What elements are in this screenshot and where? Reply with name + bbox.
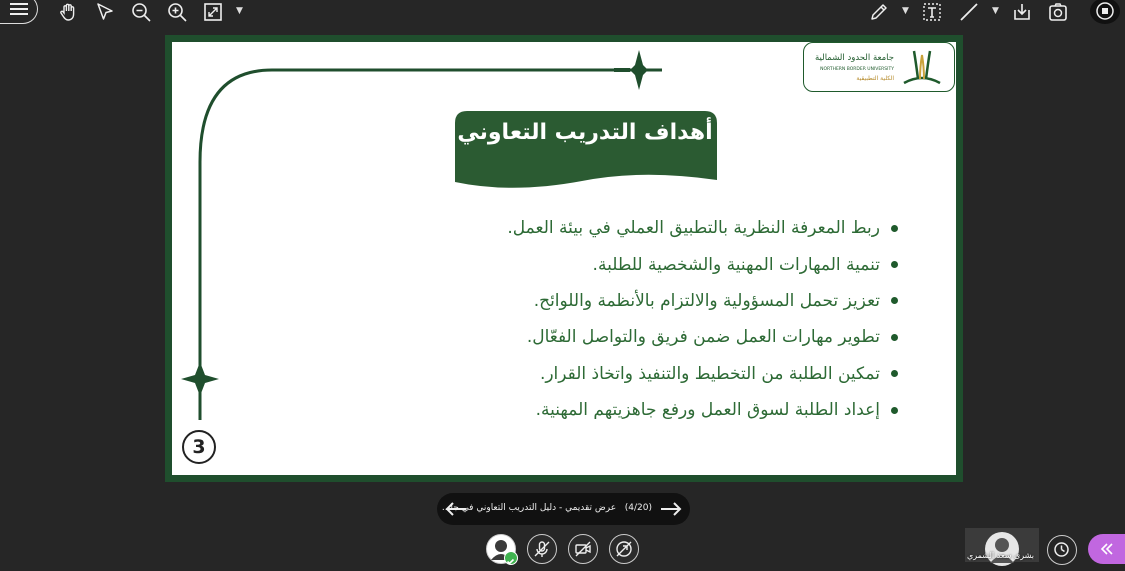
university-emblem-icon xyxy=(900,49,944,85)
bullet-dot-icon xyxy=(891,334,898,341)
zoom-in-button[interactable] xyxy=(166,0,188,24)
fit-icon xyxy=(203,2,223,22)
text-tool-button[interactable] xyxy=(921,0,943,24)
download-icon xyxy=(1012,2,1032,22)
camera-off-icon xyxy=(574,540,592,558)
microphone-muted-icon xyxy=(533,540,551,558)
screen-share-off-icon xyxy=(615,540,633,558)
presentation-title-label xyxy=(441,503,652,513)
fit-dropdown-chevron-down-icon[interactable]: ▼ xyxy=(236,6,243,16)
line-tool-button[interactable] xyxy=(958,0,980,24)
participant-avatar-icon xyxy=(984,531,1020,567)
star-ornament-top xyxy=(614,50,648,90)
participant-video-tile[interactable] xyxy=(965,528,1039,562)
slide-counter: (4/20) xyxy=(624,503,652,513)
pointer-icon xyxy=(95,2,115,22)
text-icon xyxy=(922,2,942,22)
presentation-title: عرض تقديمي - دليل التدريب التعاوني في جا... xyxy=(441,503,617,513)
zoom-in-icon xyxy=(167,2,187,22)
pointer-tool-button[interactable] xyxy=(94,0,116,24)
camera-toggle-button[interactable] xyxy=(568,534,598,564)
hand-tool-button[interactable] xyxy=(58,0,80,24)
bullet-dot-icon xyxy=(891,370,898,377)
line-icon xyxy=(959,2,979,22)
snapshot-button[interactable] xyxy=(1047,0,1069,24)
participant-name: بشرى سعد الشمري xyxy=(967,551,1034,560)
menu-button[interactable] xyxy=(0,0,38,24)
menu-icon xyxy=(9,1,29,17)
bullet-dot-icon xyxy=(891,261,898,268)
timer-button[interactable] xyxy=(1047,535,1077,565)
objectives-list xyxy=(398,210,898,428)
logo-name-arabic: جامعة الحدود الشمالية xyxy=(815,53,894,63)
line-dropdown-chevron-down-icon[interactable]: ▼ xyxy=(992,6,999,16)
timer-icon xyxy=(1048,536,1075,563)
slide-page-number: 3 xyxy=(182,430,216,464)
zoom-out-icon xyxy=(131,2,151,22)
fit-to-page-button[interactable] xyxy=(202,0,224,24)
list-item: إعداد الطلبة لسوق العمل ورفع جاهزيتهم المهنية. xyxy=(398,392,898,428)
slide-frame xyxy=(165,35,963,482)
double-chevron-left-icon xyxy=(1099,541,1115,557)
slide xyxy=(172,42,956,475)
logo-name-english: NORTHERN BORDER UNIVERSITY xyxy=(820,67,894,72)
next-slide-button[interactable] xyxy=(654,493,688,525)
arrow-right-icon xyxy=(660,501,682,517)
list-item: تطوير مهارات العمل ضمن فريق والتواصل الفعّال. xyxy=(398,319,898,355)
pen-dropdown-chevron-down-icon[interactable]: ▼ xyxy=(902,6,909,16)
list-item: تعزيز تحمل المسؤولية والالتزام بالأنظمة واللوائح. xyxy=(398,283,898,319)
hand-icon xyxy=(59,2,79,22)
pen-icon xyxy=(869,2,889,22)
university-logo xyxy=(803,42,955,92)
side-panel-toggle-button[interactable] xyxy=(1088,534,1125,564)
list-item: تمكين الطلبة من التخطيط والتنفيذ واتخاذ القرار. xyxy=(398,356,898,392)
pen-tool-button[interactable] xyxy=(868,0,890,24)
status-check-icon xyxy=(504,551,518,565)
bullet-dot-icon xyxy=(891,225,898,232)
snapshot-icon xyxy=(1048,2,1068,22)
share-screen-toggle-button[interactable] xyxy=(609,534,639,564)
download-button[interactable] xyxy=(1011,0,1033,24)
logo-college-arabic: الكلية التطبيقية xyxy=(856,75,894,82)
record-icon xyxy=(1096,2,1114,20)
slide-title: أهداف التدريب التعاوني xyxy=(457,120,713,145)
bullet-dot-icon xyxy=(891,297,898,304)
zoom-out-button[interactable] xyxy=(130,0,152,24)
star-ornament-left xyxy=(181,362,219,396)
bullet-dot-icon xyxy=(891,407,898,414)
microphone-toggle-button[interactable] xyxy=(527,534,557,564)
list-item: ربط المعرفة النظرية بالتطبيق العملي في بيئة العمل. xyxy=(398,210,898,246)
record-button[interactable] xyxy=(1090,0,1120,24)
list-item: تنمية المهارات المهنية والشخصية للطلبة. xyxy=(398,246,898,282)
